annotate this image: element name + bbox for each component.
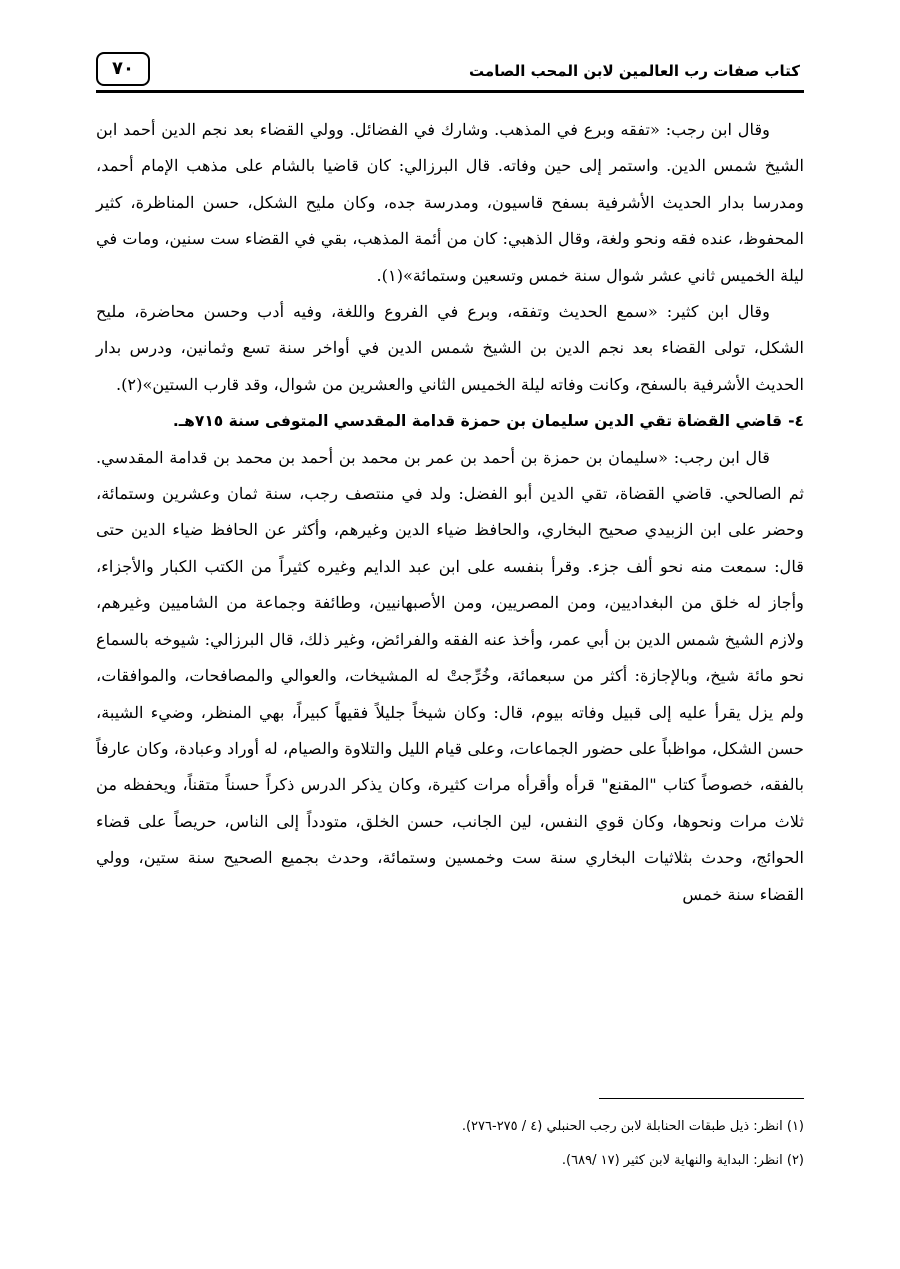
section-number: ٤-: [788, 412, 804, 431]
book-title: كتاب صفات رب العالمين لابن المحب الصامت: [469, 62, 800, 80]
footnotes: [96, 1110, 804, 1178]
page-number: ٧٠: [96, 52, 150, 86]
main-text: [96, 112, 804, 913]
paragraph-ibn-rajab: وقال ابن رجب: «تفقه وبرع في المذهب. وشارك في الفضائل. وولي القضاء بعد نجم الدين أحمد ابن الشيخ شمس الدين. واستمر إلى حين وفاته. قال البرزالي: كان قاضيا بالشام على مذهب الإمام أحمد، ومدرسا بدار الحديث الأشرفية بسفح قاسيون، ومدرسة جده، وكان مليح الشكل، حسن المناظرة، كثير المحفوظ، عنده فقه ونحو ولغة، وقال الذهبي: كان من أئمة المذهب، بقي في القضاء ست سنين، ومات في ليلة الخميس ثاني عشر شوال سنة خمس وتسعين وستمائة»(١).: [96, 120, 804, 285]
paragraph-sulayman: قال ابن رجب: «سليمان بن حمزة بن أحمد بن عمر بن محمد بن أحمد بن محمد بن قدامة المقدسي. ثم الصالحي. قاضي القضاة، تقي الدين أبو الفضل: ولد في منتصف رجب، سنة ثمان وعشرين وستمائة، وحضر على ابن الزبيدي صحيح البخاري، والحافظ ضياء الدين وغيرهم، وأكثر عن الحافظ ضياء الدين حتى قال: سمعت منه نحو ألف جزء. وقرأ بنفسه على ابن عبد الدايم وغيره كثيراً من الكتب الكبار والأجزاء، وأجاز له خلق من البغداديين، ومن المصريين، ومن الأصبهانيين، وطائفة وجماعة من الشاميين وغيرهم، ولازم الشيخ شمس الدين بن أبي عمر، وأخذ عنه الفقه والفرائض، وغير ذلك، قال البرزالي: شيوخه بالسماع نحو مائة شيخ، وبالإجازة: أكثر من سبعمائة، وخُرِّجتْ له المشيخات، والعوالي والمصافحات، والموافقات، ولم يزل يقرأ عليه إلى قبيل وفاته بيوم، قال: وكان شيخاً جليلاً فقيهاً كبيراً، بهي المنظر، وضيء الشيبة، حسن الشكل، مواظباً على حضور الجماعات، وعلى قيام الليل والتلاوة والصيام، له أوراد وعبادة، وكان عارفاً بالفقه، خصوصاً كتاب "المقنع" قرأه وأقرأه مرات كثيرة، وكان يذكر الدرس ذكراً حسناً متقناً، ويحفظه من ثلاث مرات ونحوها، وكان قوي النفس، لين الجانب، حسن الخلق، متودداً إلى الناس، حريصاً على قضاء الحوائج، وحدث بثلاثيات البخاري سنة ست وخمسين وستمائة، وحدث بجميع الصحيح سنة ستين، وولي القضاء سنة خمس: [96, 447, 804, 904]
section-title: قاضي القضاة تقي الدين سليمان بن حمزة قدامة المقدسي المتوفى سنة ٧١٥هـ.: [172, 412, 783, 431]
running-header: [96, 52, 804, 92]
footnote-separator: [599, 1098, 804, 1099]
paragraph-ibn-kathir: وقال ابن كثير: «سمع الحديث وتفقه، وبرع في الفروع واللغة، وفيه أدب وحسن محاضرة، مليح الشكل، تولى القضاء بعد نجم الدين بن الشيخ شمس الدين في أواخر سنة تسع وثمانين، ودرس بدار الحديث الأشرفية بالسفح، وكانت وفاته ليلة الخميس الثاني والعشرين من شوال، وقد قارب الستين»(٢).: [96, 302, 804, 394]
section-heading: [96, 403, 804, 439]
footnote-2: (٢) انظر: البداية والنهاية لابن كثير (١٧ /٦٨٩).: [561, 1153, 804, 1168]
header-rule: [96, 90, 804, 93]
footnote-1: (١) انظر: ذيل طبقات الحنابلة لابن رجب الحنبلي (٤ / ٢٧٥-٢٧٦).: [461, 1119, 804, 1134]
